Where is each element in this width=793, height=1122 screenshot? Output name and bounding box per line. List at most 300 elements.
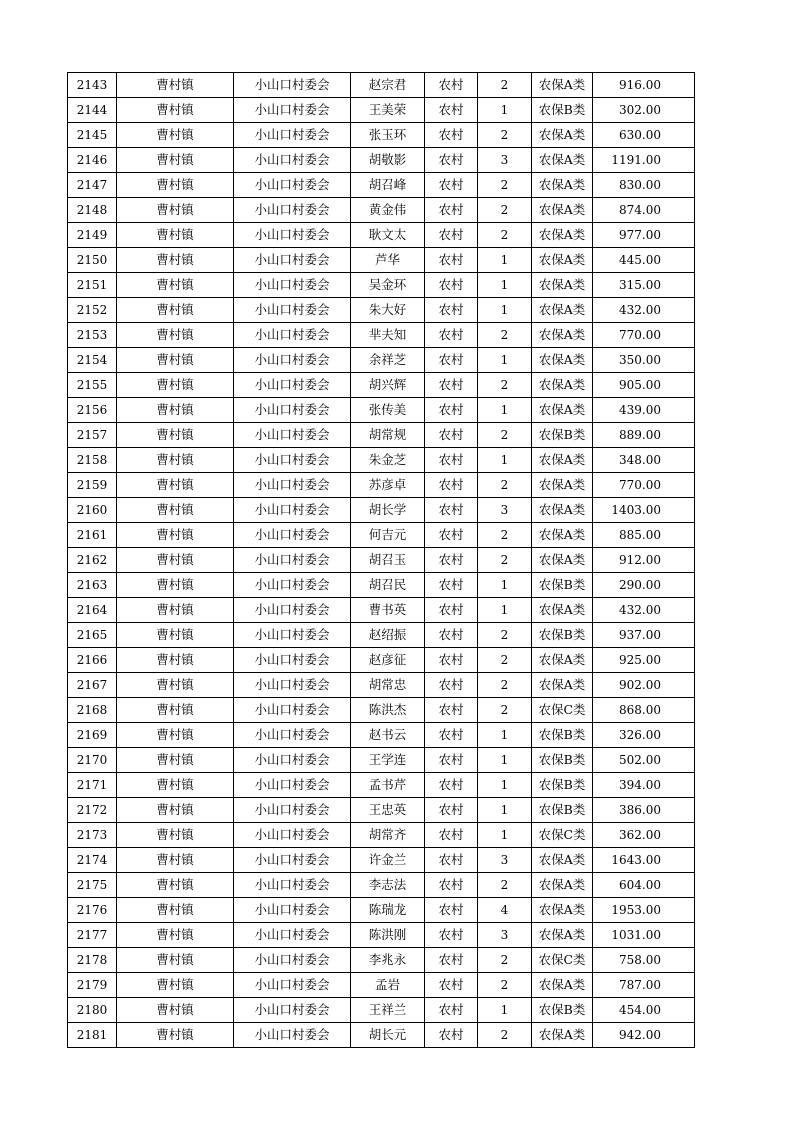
- row-index-cell: 2161: [68, 523, 117, 548]
- household-size-cell: 2: [478, 548, 532, 573]
- name-cell: 陈洪刚: [351, 923, 425, 948]
- row-index-cell: 2171: [68, 773, 117, 798]
- household-size-cell: 1: [478, 573, 532, 598]
- row-index-cell: 2151: [68, 273, 117, 298]
- amount-cell: 937.00: [593, 623, 695, 648]
- table-row: [68, 773, 695, 798]
- amount-cell: 394.00: [593, 773, 695, 798]
- town-cell: 曹村镇: [117, 798, 234, 823]
- village-committee-cell: 小山口村委会: [234, 673, 351, 698]
- village-committee-cell: 小山口村委会: [234, 273, 351, 298]
- name-cell: 芈夫知: [351, 323, 425, 348]
- category-cell: 农保A类: [532, 323, 593, 348]
- household-size-cell: 1: [478, 598, 532, 623]
- village-committee-cell: 小山口村委会: [234, 898, 351, 923]
- name-cell: 耿文太: [351, 223, 425, 248]
- village-committee-cell: 小山口村委会: [234, 348, 351, 373]
- category-cell: 农保B类: [532, 573, 593, 598]
- category-cell: 农保A类: [532, 223, 593, 248]
- town-cell: 曹村镇: [117, 573, 234, 598]
- row-index-cell: 2143: [68, 73, 117, 98]
- name-cell: 李志法: [351, 873, 425, 898]
- name-cell: 芦华: [351, 248, 425, 273]
- village-committee-cell: 小山口村委会: [234, 298, 351, 323]
- amount-cell: 454.00: [593, 998, 695, 1023]
- area-type-cell: 农村: [425, 798, 478, 823]
- name-cell: 李兆永: [351, 948, 425, 973]
- town-cell: 曹村镇: [117, 823, 234, 848]
- table-row: [68, 823, 695, 848]
- amount-cell: 1031.00: [593, 923, 695, 948]
- table-row: [68, 748, 695, 773]
- household-size-cell: 2: [478, 123, 532, 148]
- area-type-cell: 农村: [425, 448, 478, 473]
- row-index-cell: 2162: [68, 548, 117, 573]
- village-committee-cell: 小山口村委会: [234, 398, 351, 423]
- row-index-cell: 2160: [68, 498, 117, 523]
- table-row: [68, 923, 695, 948]
- row-index-cell: 2150: [68, 248, 117, 273]
- name-cell: 朱大好: [351, 298, 425, 323]
- household-size-cell: 1: [478, 448, 532, 473]
- category-cell: 农保A类: [532, 348, 593, 373]
- row-index-cell: 2170: [68, 748, 117, 773]
- category-cell: 农保B类: [532, 773, 593, 798]
- town-cell: 曹村镇: [117, 373, 234, 398]
- table-row: [68, 848, 695, 873]
- area-type-cell: 农村: [425, 73, 478, 98]
- table-row: [68, 173, 695, 198]
- row-index-cell: 2146: [68, 148, 117, 173]
- village-committee-cell: 小山口村委会: [234, 248, 351, 273]
- area-type-cell: 农村: [425, 123, 478, 148]
- household-size-cell: 2: [478, 648, 532, 673]
- household-size-cell: 2: [478, 623, 532, 648]
- area-type-cell: 农村: [425, 548, 478, 573]
- table-row: [68, 73, 695, 98]
- row-index-cell: 2174: [68, 848, 117, 873]
- category-cell: 农保A类: [532, 248, 593, 273]
- row-index-cell: 2166: [68, 648, 117, 673]
- name-cell: 赵绍振: [351, 623, 425, 648]
- table-row: [68, 398, 695, 423]
- household-size-cell: 4: [478, 898, 532, 923]
- category-cell: 农保A类: [532, 548, 593, 573]
- row-index-cell: 2173: [68, 823, 117, 848]
- table-row: [68, 998, 695, 1023]
- amount-cell: 350.00: [593, 348, 695, 373]
- area-type-cell: 农村: [425, 373, 478, 398]
- village-committee-cell: 小山口村委会: [234, 548, 351, 573]
- category-cell: 农保A类: [532, 898, 593, 923]
- household-size-cell: 1: [478, 723, 532, 748]
- category-cell: 农保A类: [532, 373, 593, 398]
- area-type-cell: 农村: [425, 898, 478, 923]
- area-type-cell: 农村: [425, 223, 478, 248]
- town-cell: 曹村镇: [117, 648, 234, 673]
- row-index-cell: 2144: [68, 98, 117, 123]
- area-type-cell: 农村: [425, 523, 478, 548]
- amount-cell: 942.00: [593, 1023, 695, 1048]
- name-cell: 吴金环: [351, 273, 425, 298]
- row-index-cell: 2163: [68, 573, 117, 598]
- town-cell: 曹村镇: [117, 273, 234, 298]
- table-row: [68, 223, 695, 248]
- area-type-cell: 农村: [425, 173, 478, 198]
- village-committee-cell: 小山口村委会: [234, 723, 351, 748]
- amount-cell: 432.00: [593, 598, 695, 623]
- village-committee-cell: 小山口村委会: [234, 223, 351, 248]
- amount-cell: 315.00: [593, 273, 695, 298]
- amount-cell: 386.00: [593, 798, 695, 823]
- village-committee-cell: 小山口村委会: [234, 998, 351, 1023]
- category-cell: 农保B类: [532, 98, 593, 123]
- village-committee-cell: 小山口村委会: [234, 573, 351, 598]
- area-type-cell: 农村: [425, 948, 478, 973]
- town-cell: 曹村镇: [117, 1023, 234, 1048]
- village-committee-cell: 小山口村委会: [234, 123, 351, 148]
- row-index-cell: 2152: [68, 298, 117, 323]
- table-row: [68, 348, 695, 373]
- town-cell: 曹村镇: [117, 148, 234, 173]
- category-cell: 农保A类: [532, 398, 593, 423]
- town-cell: 曹村镇: [117, 973, 234, 998]
- name-cell: 胡长元: [351, 1023, 425, 1048]
- town-cell: 曹村镇: [117, 448, 234, 473]
- amount-cell: 290.00: [593, 573, 695, 598]
- category-cell: 农保A类: [532, 148, 593, 173]
- household-size-cell: 1: [478, 273, 532, 298]
- village-committee-cell: 小山口村委会: [234, 423, 351, 448]
- category-cell: 农保C类: [532, 698, 593, 723]
- row-index-cell: 2169: [68, 723, 117, 748]
- category-cell: 农保B类: [532, 998, 593, 1023]
- town-cell: 曹村镇: [117, 248, 234, 273]
- table-row: [68, 1023, 695, 1048]
- village-committee-cell: 小山口村委会: [234, 873, 351, 898]
- table-row: [68, 623, 695, 648]
- category-cell: 农保B类: [532, 798, 593, 823]
- household-size-cell: 2: [478, 73, 532, 98]
- name-cell: 胡召峰: [351, 173, 425, 198]
- village-committee-cell: 小山口村委会: [234, 373, 351, 398]
- name-cell: 王美荣: [351, 98, 425, 123]
- name-cell: 胡常忠: [351, 673, 425, 698]
- area-type-cell: 农村: [425, 698, 478, 723]
- name-cell: 曹书英: [351, 598, 425, 623]
- category-cell: 农保B类: [532, 423, 593, 448]
- amount-cell: 1191.00: [593, 148, 695, 173]
- household-size-cell: 2: [478, 1023, 532, 1048]
- category-cell: 农保A类: [532, 123, 593, 148]
- table-row: [68, 373, 695, 398]
- table-row: [68, 673, 695, 698]
- name-cell: 张玉环: [351, 123, 425, 148]
- amount-cell: 889.00: [593, 423, 695, 448]
- name-cell: 孟岩: [351, 973, 425, 998]
- category-cell: 农保A类: [532, 473, 593, 498]
- area-type-cell: 农村: [425, 198, 478, 223]
- category-cell: 农保A类: [532, 648, 593, 673]
- name-cell: 苏彦卓: [351, 473, 425, 498]
- village-committee-cell: 小山口村委会: [234, 98, 351, 123]
- category-cell: 农保A类: [532, 273, 593, 298]
- area-type-cell: 农村: [425, 98, 478, 123]
- amount-cell: 445.00: [593, 248, 695, 273]
- town-cell: 曹村镇: [117, 173, 234, 198]
- area-type-cell: 农村: [425, 573, 478, 598]
- category-cell: 农保A类: [532, 598, 593, 623]
- area-type-cell: 农村: [425, 873, 478, 898]
- area-type-cell: 农村: [425, 973, 478, 998]
- name-cell: 张传美: [351, 398, 425, 423]
- table-row: [68, 423, 695, 448]
- village-committee-cell: 小山口村委会: [234, 598, 351, 623]
- town-cell: 曹村镇: [117, 673, 234, 698]
- household-size-cell: 1: [478, 823, 532, 848]
- amount-cell: 1643.00: [593, 848, 695, 873]
- category-cell: 农保B类: [532, 723, 593, 748]
- village-committee-cell: 小山口村委会: [234, 148, 351, 173]
- row-index-cell: 2154: [68, 348, 117, 373]
- table-row: [68, 948, 695, 973]
- town-cell: 曹村镇: [117, 73, 234, 98]
- village-committee-cell: 小山口村委会: [234, 198, 351, 223]
- amount-cell: 925.00: [593, 648, 695, 673]
- amount-cell: 902.00: [593, 673, 695, 698]
- name-cell: 陈洪杰: [351, 698, 425, 723]
- village-committee-cell: 小山口村委会: [234, 523, 351, 548]
- town-cell: 曹村镇: [117, 348, 234, 373]
- name-cell: 赵彦征: [351, 648, 425, 673]
- household-size-cell: 2: [478, 673, 532, 698]
- town-cell: 曹村镇: [117, 98, 234, 123]
- village-committee-cell: 小山口村委会: [234, 73, 351, 98]
- amount-cell: 770.00: [593, 473, 695, 498]
- household-size-cell: 3: [478, 923, 532, 948]
- amount-cell: 916.00: [593, 73, 695, 98]
- village-committee-cell: 小山口村委会: [234, 323, 351, 348]
- area-type-cell: 农村: [425, 823, 478, 848]
- row-index-cell: 2177: [68, 923, 117, 948]
- area-type-cell: 农村: [425, 673, 478, 698]
- row-index-cell: 2149: [68, 223, 117, 248]
- household-size-cell: 1: [478, 98, 532, 123]
- row-index-cell: 2159: [68, 473, 117, 498]
- row-index-cell: 2176: [68, 898, 117, 923]
- table-row: [68, 523, 695, 548]
- category-cell: 农保A类: [532, 448, 593, 473]
- row-index-cell: 2175: [68, 873, 117, 898]
- town-cell: 曹村镇: [117, 298, 234, 323]
- row-index-cell: 2165: [68, 623, 117, 648]
- household-size-cell: 1: [478, 248, 532, 273]
- category-cell: 农保A类: [532, 848, 593, 873]
- table-row: [68, 298, 695, 323]
- town-cell: 曹村镇: [117, 773, 234, 798]
- area-type-cell: 农村: [425, 598, 478, 623]
- category-cell: 农保B类: [532, 748, 593, 773]
- name-cell: 王学连: [351, 748, 425, 773]
- amount-cell: 348.00: [593, 448, 695, 473]
- amount-cell: 1403.00: [593, 498, 695, 523]
- name-cell: 何吉元: [351, 523, 425, 548]
- household-size-cell: 2: [478, 173, 532, 198]
- row-index-cell: 2156: [68, 398, 117, 423]
- row-index-cell: 2168: [68, 698, 117, 723]
- name-cell: 胡长学: [351, 498, 425, 523]
- amount-cell: 885.00: [593, 523, 695, 548]
- town-cell: 曹村镇: [117, 948, 234, 973]
- amount-cell: 326.00: [593, 723, 695, 748]
- row-index-cell: 2180: [68, 998, 117, 1023]
- table-row: [68, 548, 695, 573]
- area-type-cell: 农村: [425, 423, 478, 448]
- category-cell: 农保A类: [532, 298, 593, 323]
- table-row: [68, 98, 695, 123]
- village-committee-cell: 小山口村委会: [234, 923, 351, 948]
- table-row: [68, 698, 695, 723]
- table-row: [68, 248, 695, 273]
- category-cell: 农保A类: [532, 73, 593, 98]
- category-cell: 农保B类: [532, 623, 593, 648]
- household-size-cell: 2: [478, 948, 532, 973]
- row-index-cell: 2181: [68, 1023, 117, 1048]
- row-index-cell: 2164: [68, 598, 117, 623]
- household-size-cell: 1: [478, 998, 532, 1023]
- household-size-cell: 2: [478, 223, 532, 248]
- village-committee-cell: 小山口村委会: [234, 448, 351, 473]
- household-size-cell: 2: [478, 373, 532, 398]
- town-cell: 曹村镇: [117, 423, 234, 448]
- village-committee-cell: 小山口村委会: [234, 473, 351, 498]
- town-cell: 曹村镇: [117, 873, 234, 898]
- household-size-cell: 2: [478, 473, 532, 498]
- table-row: [68, 273, 695, 298]
- area-type-cell: 农村: [425, 998, 478, 1023]
- table-row: [68, 448, 695, 473]
- table-row: [68, 498, 695, 523]
- area-type-cell: 农村: [425, 723, 478, 748]
- household-size-cell: 2: [478, 198, 532, 223]
- category-cell: 农保C类: [532, 823, 593, 848]
- area-type-cell: 农村: [425, 648, 478, 673]
- name-cell: 朱金芝: [351, 448, 425, 473]
- category-cell: 农保A类: [532, 173, 593, 198]
- amount-cell: 770.00: [593, 323, 695, 348]
- category-cell: 农保A类: [532, 973, 593, 998]
- name-cell: 胡敬影: [351, 148, 425, 173]
- row-index-cell: 2147: [68, 173, 117, 198]
- household-size-cell: 1: [478, 298, 532, 323]
- amount-cell: 905.00: [593, 373, 695, 398]
- row-index-cell: 2178: [68, 948, 117, 973]
- village-committee-cell: 小山口村委会: [234, 948, 351, 973]
- name-cell: 许金兰: [351, 848, 425, 873]
- name-cell: 胡常齐: [351, 823, 425, 848]
- table-row: [68, 873, 695, 898]
- area-type-cell: 农村: [425, 273, 478, 298]
- amount-cell: 432.00: [593, 298, 695, 323]
- row-index-cell: 2148: [68, 198, 117, 223]
- row-index-cell: 2172: [68, 798, 117, 823]
- village-committee-cell: 小山口村委会: [234, 1023, 351, 1048]
- village-committee-cell: 小山口村委会: [234, 498, 351, 523]
- table-row: [68, 123, 695, 148]
- town-cell: 曹村镇: [117, 623, 234, 648]
- household-size-cell: 1: [478, 773, 532, 798]
- household-size-cell: 1: [478, 798, 532, 823]
- village-committee-cell: 小山口村委会: [234, 623, 351, 648]
- row-index-cell: 2158: [68, 448, 117, 473]
- area-type-cell: 农村: [425, 298, 478, 323]
- village-committee-cell: 小山口村委会: [234, 748, 351, 773]
- amount-cell: 604.00: [593, 873, 695, 898]
- category-cell: 农保A类: [532, 523, 593, 548]
- village-committee-cell: 小山口村委会: [234, 973, 351, 998]
- village-committee-cell: 小山口村委会: [234, 798, 351, 823]
- amount-cell: 1953.00: [593, 898, 695, 923]
- household-size-cell: 1: [478, 398, 532, 423]
- village-committee-cell: 小山口村委会: [234, 173, 351, 198]
- category-cell: 农保A类: [532, 1023, 593, 1048]
- category-cell: 农保A类: [532, 673, 593, 698]
- table-row: [68, 723, 695, 748]
- table-body: [68, 73, 695, 1048]
- town-cell: 曹村镇: [117, 548, 234, 573]
- row-index-cell: 2145: [68, 123, 117, 148]
- table-row: [68, 323, 695, 348]
- village-committee-cell: 小山口村委会: [234, 823, 351, 848]
- town-cell: 曹村镇: [117, 698, 234, 723]
- household-size-cell: 2: [478, 973, 532, 998]
- village-committee-cell: 小山口村委会: [234, 698, 351, 723]
- name-cell: 孟书芹: [351, 773, 425, 798]
- table-row: [68, 798, 695, 823]
- town-cell: 曹村镇: [117, 223, 234, 248]
- area-type-cell: 农村: [425, 398, 478, 423]
- household-size-cell: 1: [478, 348, 532, 373]
- household-size-cell: 3: [478, 148, 532, 173]
- household-size-cell: 3: [478, 498, 532, 523]
- roster-table: [67, 72, 695, 1048]
- table-row: [68, 473, 695, 498]
- household-size-cell: 2: [478, 523, 532, 548]
- name-cell: 赵书云: [351, 723, 425, 748]
- amount-cell: 630.00: [593, 123, 695, 148]
- table-row: [68, 598, 695, 623]
- name-cell: 赵宗君: [351, 73, 425, 98]
- area-type-cell: 农村: [425, 498, 478, 523]
- town-cell: 曹村镇: [117, 123, 234, 148]
- area-type-cell: 农村: [425, 623, 478, 648]
- town-cell: 曹村镇: [117, 898, 234, 923]
- table-row: [68, 573, 695, 598]
- town-cell: 曹村镇: [117, 723, 234, 748]
- table-row: [68, 198, 695, 223]
- amount-cell: 758.00: [593, 948, 695, 973]
- town-cell: 曹村镇: [117, 398, 234, 423]
- area-type-cell: 农村: [425, 473, 478, 498]
- village-committee-cell: 小山口村委会: [234, 848, 351, 873]
- household-size-cell: 2: [478, 423, 532, 448]
- amount-cell: 787.00: [593, 973, 695, 998]
- town-cell: 曹村镇: [117, 198, 234, 223]
- name-cell: 胡常规: [351, 423, 425, 448]
- village-committee-cell: 小山口村委会: [234, 773, 351, 798]
- household-size-cell: 3: [478, 848, 532, 873]
- household-size-cell: 2: [478, 323, 532, 348]
